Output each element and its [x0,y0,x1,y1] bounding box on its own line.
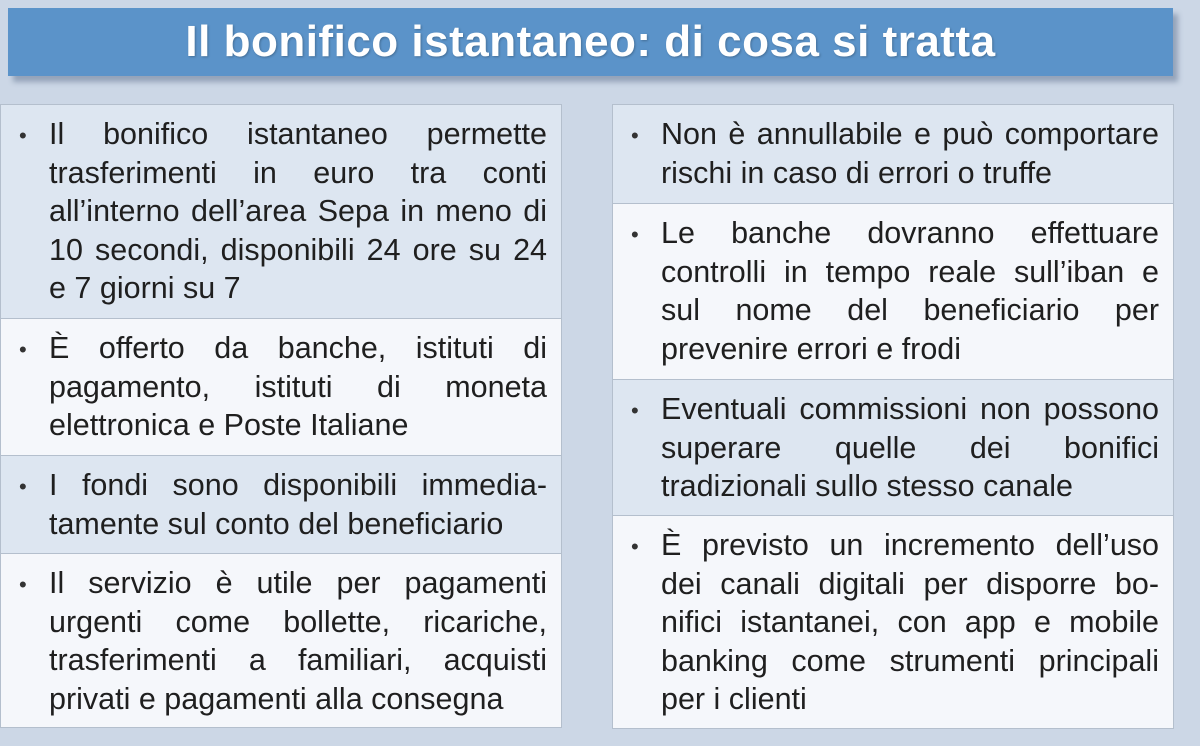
info-box [612,203,1174,379]
page-title: Il bonifico istantaneo: di cosa si tratta [185,17,996,66]
bullet-icon: • [631,534,639,559]
info-text: I fondi sono disponibili immediatamente sul conto del beneficiario [49,468,547,541]
info-text: Le banche dovranno effettuare controlli in tempo reale sull’iban e sul nome del beneficiario per prevenire errori e frodi [661,216,1159,366]
left-column [0,104,562,728]
info-box [0,318,562,455]
info-box [0,104,562,318]
info-text: Eventuali commissioni non possono superare quelle dei bonifici tradizionali sullo stesso canale [661,392,1159,503]
info-box [0,455,562,553]
info-text: È offerto da banche, istituti di pagamento, istituti di moneta elettronica e Poste Italiane [49,331,547,442]
info-text: Il servizio è utile per pagamenti urgenti come bollette, ricariche, trasferimenti a familiari, acquisti privati e pagamenti alla consegna [49,566,547,716]
bullet-icon: • [19,337,27,362]
bullet-icon: • [631,123,639,148]
bullet-icon: • [19,123,27,148]
right-column [612,104,1174,729]
bullet-icon: • [631,398,639,423]
bullet-icon: • [19,572,27,597]
info-box [0,553,562,728]
info-text: Non è annullabile e può comportare rischi in caso di errori o truffe [661,117,1159,190]
bullet-icon: • [19,474,27,499]
info-box [612,104,1174,203]
bullet-icon: • [631,222,639,247]
info-box [612,379,1174,515]
title-bar [8,8,1173,76]
info-text: Il bonifico istantaneo permette trasferimenti in euro tra conti all’interno dell’area Sepa in meno di 10 secondi, disponibili 24 ore su 24 e 7 giorni su 7 [49,117,547,305]
info-text: È previsto un incremento dell’uso dei canali digitali per disporre bonifici istantanei, con app e mobile banking come strumenti principali per i clienti [661,528,1159,716]
info-box [612,515,1174,729]
